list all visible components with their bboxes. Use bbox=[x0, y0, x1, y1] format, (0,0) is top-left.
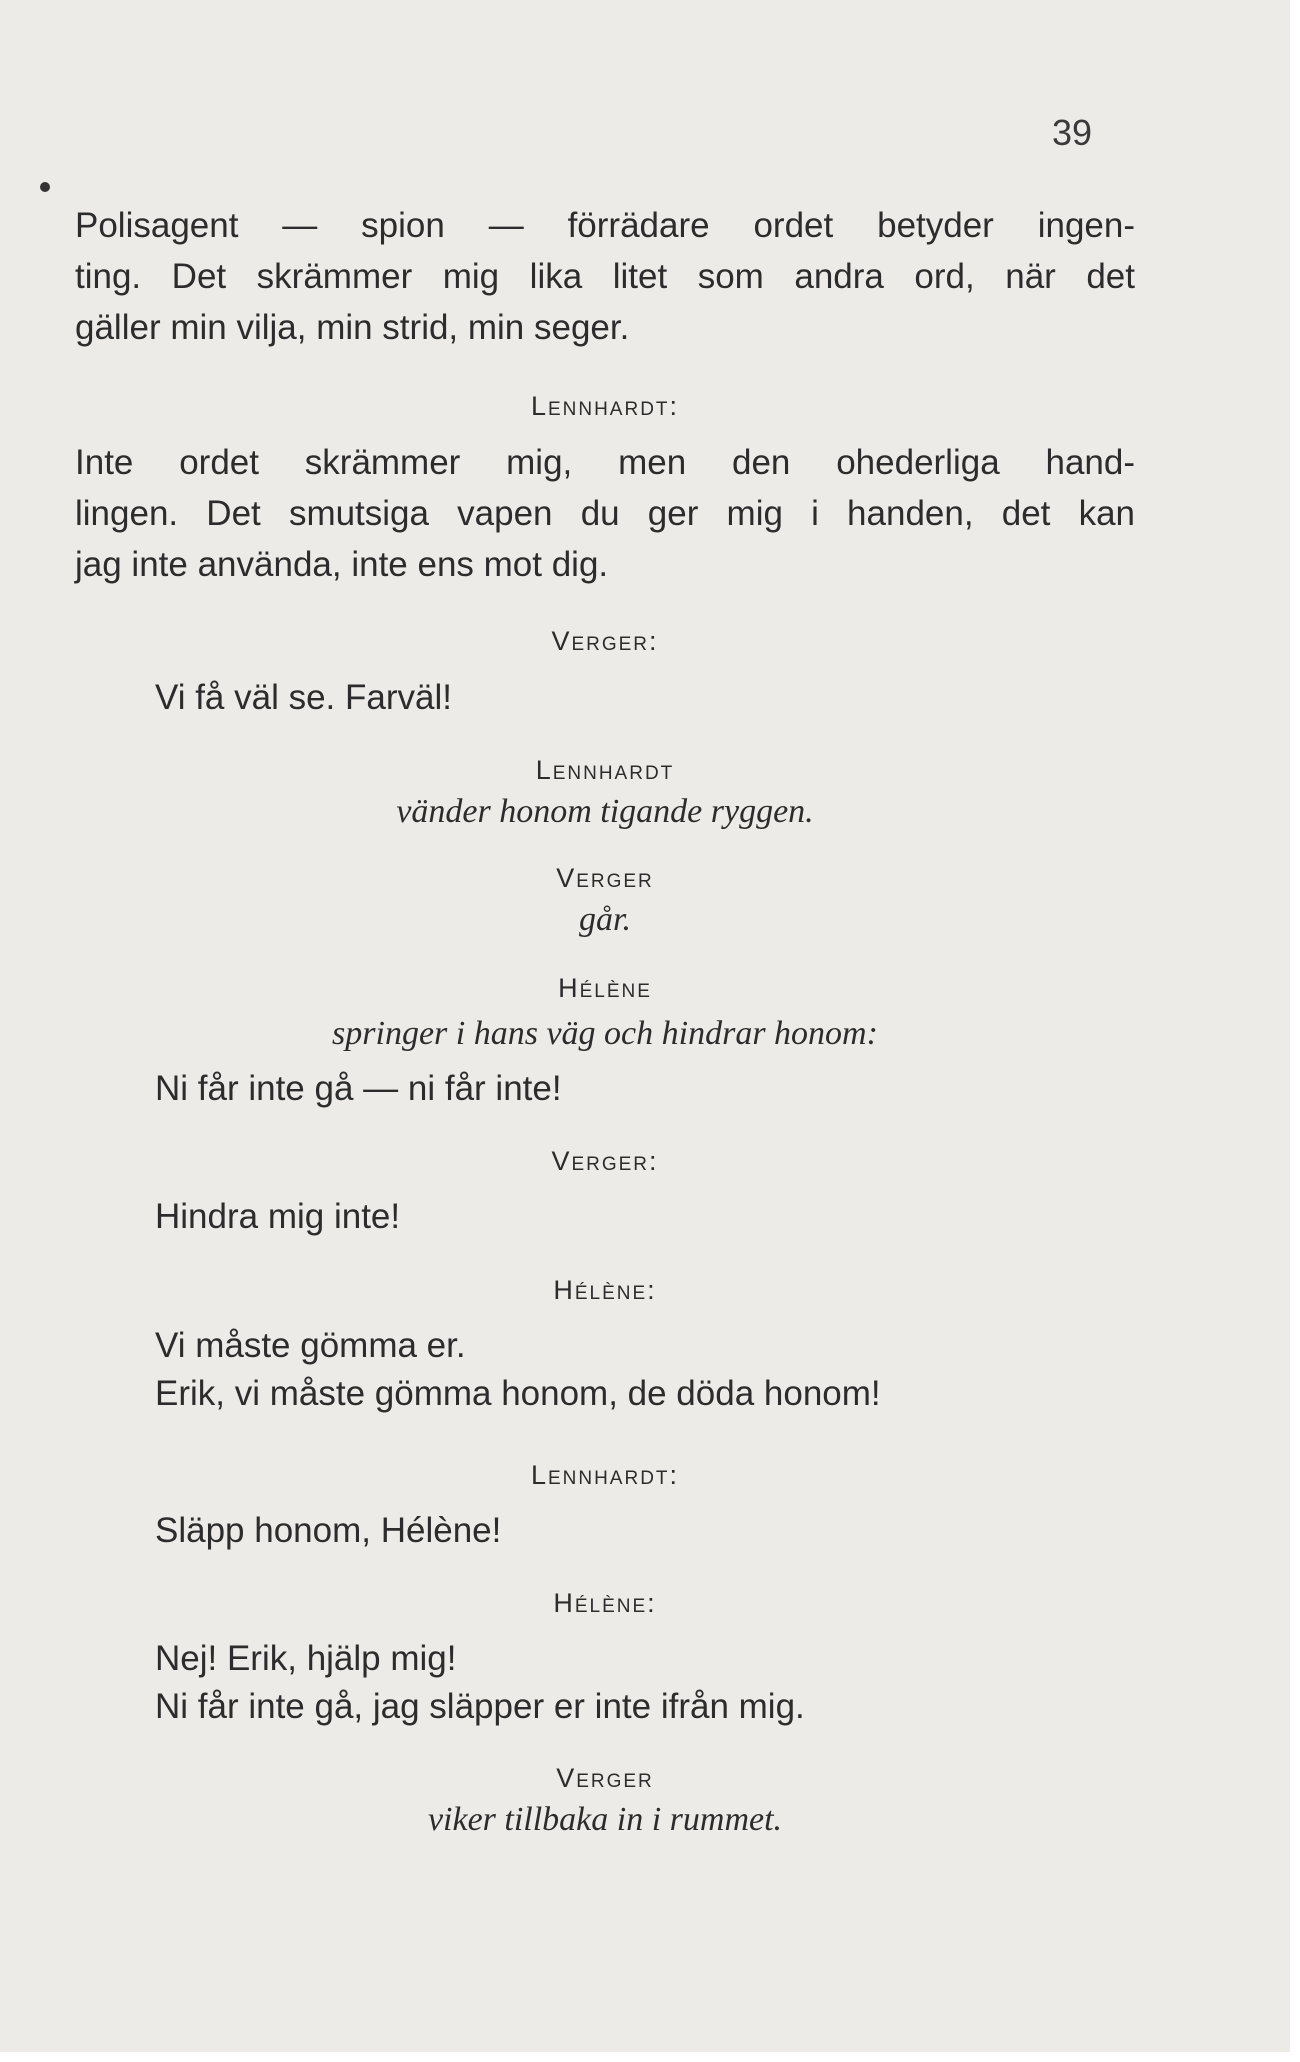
lennhardt-line-4: Släpp honom, Hélène! bbox=[155, 1511, 502, 1550]
page-number: 39 bbox=[1052, 112, 1093, 153]
speaker-label: Verger bbox=[556, 1763, 654, 1793]
speaker-lennhardt-1 bbox=[0, 386, 1210, 426]
helene-line-3: Erik, vi måste gömma honom, de döda honom! bbox=[155, 1374, 881, 1413]
speaker-lennhardt-3 bbox=[0, 1455, 1210, 1495]
opening-line-1: Polisagent — spion — förrädare ordet betyder ingen- bbox=[75, 206, 1135, 245]
speaker-label: Hélène: bbox=[553, 1275, 657, 1305]
speaker-label: Lennhardt: bbox=[530, 1460, 680, 1490]
stage-direction: springer i hans väg och hindrar honom: bbox=[332, 1015, 878, 1052]
speaker-helene-2 bbox=[0, 1270, 1210, 1310]
verger-line-2: Hindra mig inte! bbox=[155, 1197, 401, 1236]
opening-line-3: gäller min vilja, min strid, min seger. bbox=[75, 308, 630, 347]
speaker-helene-1 bbox=[0, 968, 1210, 1008]
print-speck bbox=[40, 182, 50, 192]
speaker-label: Verger: bbox=[551, 626, 659, 656]
verger-line-1: Vi få väl se. Farväl! bbox=[155, 678, 452, 717]
speaker-label: Lennhardt bbox=[535, 755, 675, 785]
stage-direction: går. bbox=[579, 901, 631, 938]
speaker-label: Verger bbox=[556, 863, 654, 893]
speaker-verger-4 bbox=[0, 1758, 1210, 1798]
speaker-label: Hélène bbox=[558, 973, 652, 1003]
helene-line-4: Nej! Erik, hjälp mig! bbox=[155, 1639, 457, 1678]
opening-line-2: ting. Det skrämmer mig lika litet som andra ord, när det bbox=[75, 257, 1135, 296]
speaker-helene-3 bbox=[0, 1583, 1210, 1623]
speaker-lennhardt-2 bbox=[0, 750, 1210, 790]
helene-line-5: Ni får inte gå, jag släpper er inte ifrån mig. bbox=[155, 1687, 805, 1726]
lennhardt-line-3: jag inte använda, inte ens mot dig. bbox=[75, 545, 609, 584]
stage-direction: vänder honom tigande ryggen. bbox=[396, 793, 814, 830]
stage-direction: viker tillbaka in i rummet. bbox=[427, 1801, 783, 1838]
lennhardt-line-1: Inte ordet skrämmer mig, men den ohederliga hand- bbox=[75, 443, 1135, 482]
helene-line-2: Vi måste gömma er. bbox=[155, 1326, 466, 1365]
speaker-label: Verger: bbox=[551, 1146, 659, 1176]
speaker-verger-3 bbox=[0, 1141, 1210, 1181]
speaker-verger-1 bbox=[0, 621, 1210, 661]
speaker-label: Lennhardt: bbox=[530, 391, 680, 421]
speaker-label: Hélène: bbox=[553, 1588, 657, 1618]
helene-line-1: Ni får inte gå — ni får inte! bbox=[155, 1069, 562, 1108]
lennhardt-line-2: lingen. Det smutsiga vapen du ger mig i handen, det kan bbox=[75, 494, 1135, 533]
speaker-verger-2 bbox=[0, 858, 1210, 898]
